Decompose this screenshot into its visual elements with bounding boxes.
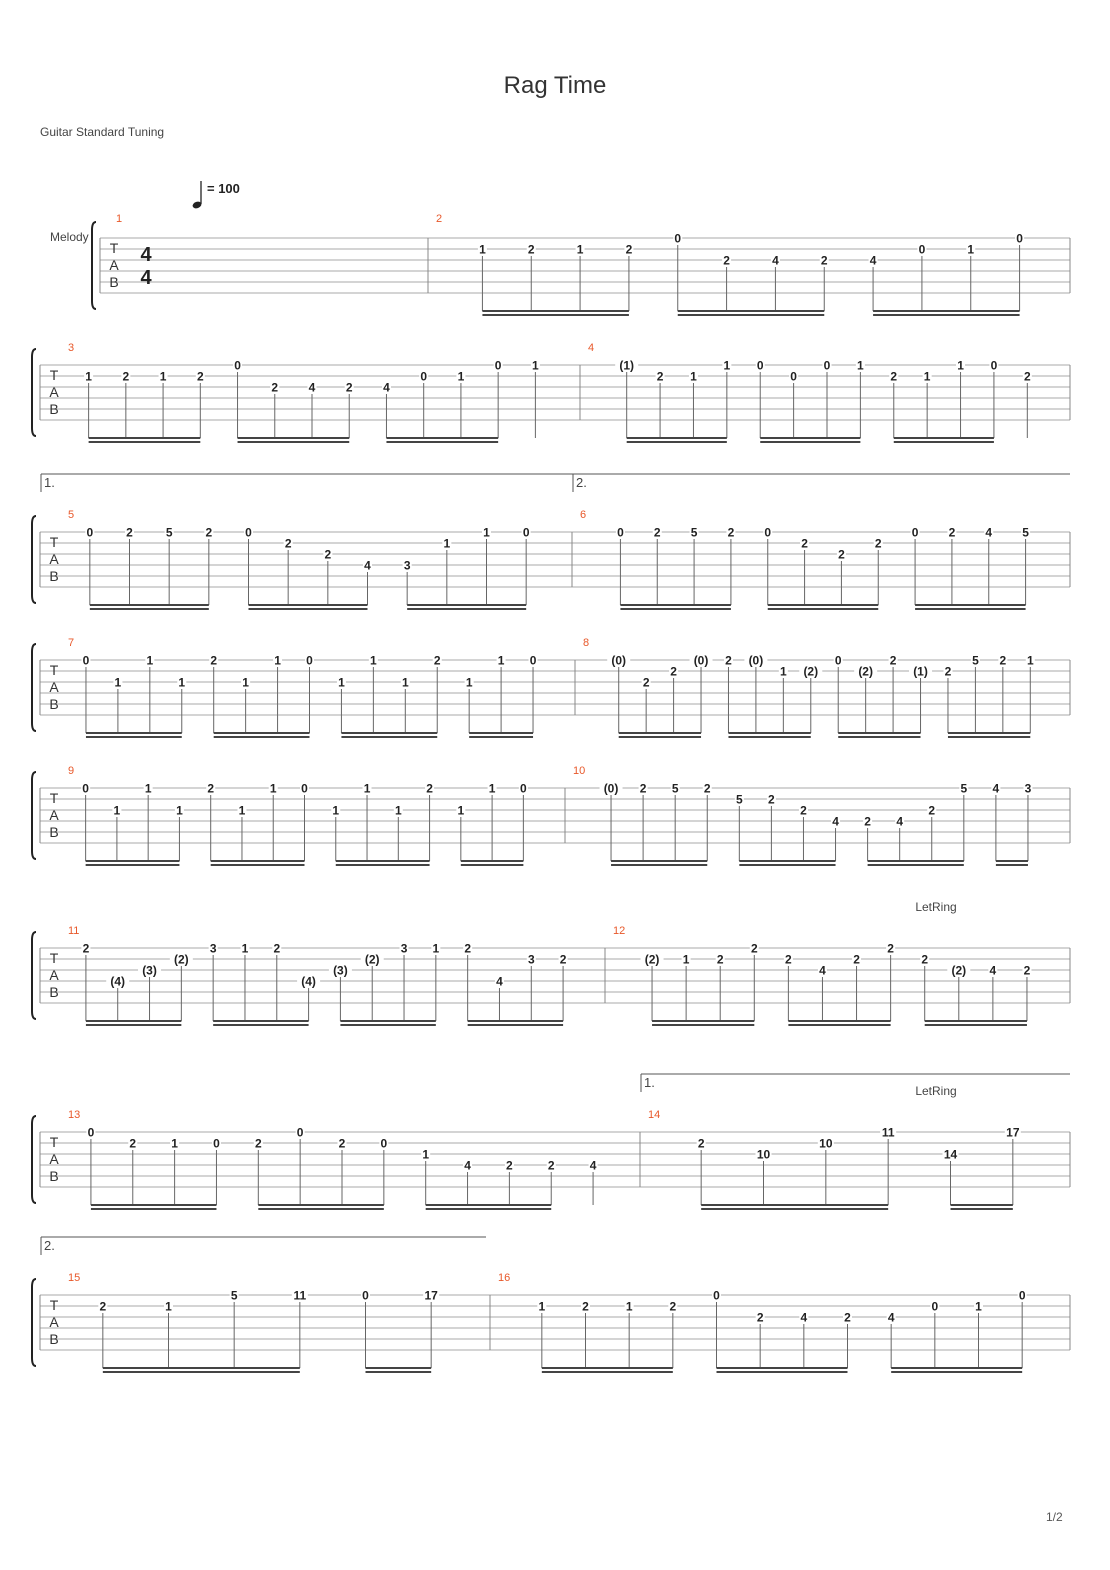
fret-number: 1 bbox=[146, 653, 154, 668]
fret-number: 1 bbox=[144, 781, 152, 796]
fret-number: 5 bbox=[972, 653, 979, 668]
fret-number: (0) bbox=[603, 781, 619, 796]
fret-number: 3 bbox=[1024, 781, 1032, 796]
tab-clef-a: A bbox=[49, 1151, 59, 1167]
fret-number: 1 bbox=[274, 653, 281, 668]
fret-number: 1 bbox=[625, 1299, 633, 1314]
fret-number: 5 bbox=[230, 1288, 238, 1303]
measure-number: 12 bbox=[613, 925, 626, 937]
fret-number: 2 bbox=[126, 525, 133, 540]
fret-number: 2 bbox=[853, 952, 860, 967]
fret-number: (0) bbox=[611, 653, 627, 668]
fret-number: 4 bbox=[383, 380, 390, 395]
measure-number: 10 bbox=[573, 765, 586, 777]
measure-number: 11 bbox=[68, 925, 80, 937]
fret-number: 11 bbox=[881, 1125, 895, 1140]
fret-number: 2 bbox=[527, 242, 535, 257]
fret-number: 1 bbox=[975, 1299, 982, 1314]
fret-number: 2 bbox=[273, 941, 281, 956]
fret-number: 4 bbox=[992, 781, 1000, 796]
fret-number: 14 bbox=[943, 1147, 958, 1162]
fret-number: 2 bbox=[750, 941, 758, 956]
fret-number: 4 bbox=[985, 525, 993, 540]
fret-number: (2) bbox=[174, 952, 189, 967]
fret-number: 5 bbox=[1022, 525, 1029, 540]
tempo-marking: = 100 bbox=[207, 181, 240, 196]
fret-number: 0 bbox=[617, 525, 624, 540]
fret-number: 5 bbox=[690, 525, 698, 540]
fret-number: 2 bbox=[205, 525, 213, 540]
fret-number: (2) bbox=[644, 952, 660, 967]
fret-number: 2 bbox=[697, 1136, 705, 1151]
fret-number: 4 bbox=[832, 814, 839, 829]
tab-clef-b: B bbox=[109, 274, 119, 290]
fret-number: 17 bbox=[1006, 1125, 1020, 1140]
fret-number: 2 bbox=[122, 369, 130, 384]
fret-number: 2 bbox=[768, 792, 775, 807]
tab-clef-b: B bbox=[49, 984, 59, 1000]
fret-number: 2 bbox=[669, 1299, 677, 1314]
fret-number: 2 bbox=[703, 781, 711, 796]
fret-number: 1 bbox=[457, 803, 465, 818]
fret-number: 4 bbox=[887, 1310, 895, 1325]
tab-clef-t: T bbox=[49, 1134, 59, 1150]
fret-number: 2 bbox=[801, 536, 808, 551]
fret-number: 2 bbox=[670, 664, 677, 679]
fret-number: 3 bbox=[527, 952, 535, 967]
fret-number: 1 bbox=[457, 369, 465, 384]
fret-number: 2 bbox=[887, 941, 894, 956]
fret-number: (0) bbox=[693, 653, 709, 668]
measure-number: 8 bbox=[583, 637, 590, 649]
fret-number: 1 bbox=[723, 358, 731, 373]
fret-number: 5 bbox=[165, 525, 173, 540]
fret-number: 4 bbox=[819, 963, 826, 978]
fret-number: 17 bbox=[424, 1288, 438, 1303]
fret-number: 1 bbox=[538, 1299, 546, 1314]
measure-number: 14 bbox=[648, 1109, 661, 1121]
fret-number: 3 bbox=[400, 941, 408, 956]
tab-clef-b: B bbox=[49, 824, 59, 840]
fret-number: 5 bbox=[735, 792, 743, 807]
tab-clef-t: T bbox=[49, 1297, 59, 1313]
fret-number: 2 bbox=[653, 525, 661, 540]
fret-number: 2 bbox=[928, 803, 936, 818]
tab-clef-b: B bbox=[49, 1331, 59, 1347]
fret-number: 2 bbox=[99, 1299, 107, 1314]
system-brace bbox=[32, 932, 36, 1019]
fret-number: 1 bbox=[159, 369, 167, 384]
measure-number: 3 bbox=[68, 342, 75, 354]
fret-number: 2 bbox=[464, 941, 471, 956]
fret-number: 1 bbox=[401, 675, 409, 690]
fret-number: 2 bbox=[656, 369, 664, 384]
fret-number: 0 bbox=[82, 653, 90, 668]
measure-number: 15 bbox=[68, 1272, 81, 1284]
system-brace bbox=[32, 516, 36, 603]
fret-number: 1 bbox=[114, 675, 122, 690]
fret-number: 1 bbox=[165, 1299, 172, 1314]
fret-number: 0 bbox=[362, 1288, 369, 1303]
fret-number: 2 bbox=[196, 369, 204, 384]
fret-number: 0 bbox=[713, 1288, 720, 1303]
fret-number: 1 bbox=[690, 369, 697, 384]
tab-clef-t: T bbox=[49, 790, 59, 806]
fret-number: 1 bbox=[363, 781, 371, 796]
fret-number: 2 bbox=[582, 1299, 589, 1314]
fret-number: 0 bbox=[245, 525, 252, 540]
fret-number: 1 bbox=[171, 1136, 178, 1151]
tab-clef-b: B bbox=[49, 696, 59, 712]
fret-number: 1 bbox=[370, 653, 377, 668]
fret-number: 4 bbox=[800, 1310, 808, 1325]
fret-number: (2) bbox=[858, 664, 873, 679]
fret-number: 1 bbox=[857, 358, 864, 373]
fret-number: 1 bbox=[241, 941, 249, 956]
fret-number: 11 bbox=[293, 1288, 307, 1303]
fret-number: 2 bbox=[345, 380, 353, 395]
measure-number: 1 bbox=[116, 213, 123, 225]
fret-number: 5 bbox=[671, 781, 679, 796]
fret-number: 1 bbox=[479, 242, 486, 257]
fret-number: 4 bbox=[308, 380, 316, 395]
fret-number: 2 bbox=[506, 1158, 513, 1173]
tab-clef-t: T bbox=[109, 240, 119, 256]
fret-number: (2) bbox=[803, 664, 819, 679]
volta-label: 1. bbox=[44, 475, 55, 490]
tab-clef-a: A bbox=[49, 551, 59, 567]
fret-number: 1 bbox=[1026, 653, 1034, 668]
fret-number: 1 bbox=[394, 803, 402, 818]
fret-number: 2 bbox=[642, 675, 650, 690]
fret-number: 2 bbox=[559, 952, 567, 967]
fret-number: (2) bbox=[364, 952, 380, 967]
measure-number: 4 bbox=[588, 342, 595, 354]
volta-label: 2. bbox=[44, 1238, 55, 1253]
fret-number: 0 bbox=[87, 1125, 95, 1140]
song-title: Rag Time bbox=[503, 72, 607, 99]
fret-number: 2 bbox=[426, 781, 433, 796]
fret-number: 1 bbox=[422, 1147, 430, 1162]
fret-number: 0 bbox=[918, 242, 926, 257]
fret-number: 0 bbox=[301, 781, 308, 796]
fret-number: 1 bbox=[178, 675, 186, 690]
fret-number: 1 bbox=[113, 803, 121, 818]
fret-number: 0 bbox=[82, 781, 89, 796]
system-brace bbox=[32, 772, 36, 859]
fret-number: 5 bbox=[960, 781, 968, 796]
fret-number: 10 bbox=[756, 1147, 771, 1162]
fret-number: 0 bbox=[522, 525, 530, 540]
tab-clef-a: A bbox=[49, 967, 59, 983]
tab-clef-a: A bbox=[109, 257, 119, 273]
fret-number: 2 bbox=[785, 952, 792, 967]
measure-number: 9 bbox=[68, 765, 75, 777]
measure-number: 5 bbox=[68, 509, 75, 521]
fret-number: 1 bbox=[488, 781, 496, 796]
fret-number: 2 bbox=[210, 653, 218, 668]
tab-clef-t: T bbox=[49, 367, 59, 383]
let-ring-label: LetRing bbox=[915, 1084, 957, 1098]
fret-number: 2 bbox=[1023, 369, 1031, 384]
fret-number: 0 bbox=[790, 369, 797, 384]
measure-number: 6 bbox=[580, 509, 587, 521]
fret-number: 4 bbox=[496, 974, 503, 989]
fret-number: 2 bbox=[889, 653, 897, 668]
fret-number: 0 bbox=[834, 653, 842, 668]
fret-number: 2 bbox=[639, 781, 647, 796]
fret-number: 1 bbox=[465, 675, 473, 690]
system-brace bbox=[32, 349, 36, 436]
fret-number: 2 bbox=[838, 547, 845, 562]
measure-number: 7 bbox=[68, 637, 75, 649]
fret-number: 2 bbox=[921, 952, 929, 967]
fret-number: 2 bbox=[727, 525, 735, 540]
fret-number: 0 bbox=[306, 653, 313, 668]
fret-number: 2 bbox=[207, 781, 215, 796]
fret-number: 2 bbox=[284, 536, 292, 551]
tuning-label: Guitar Standard Tuning bbox=[40, 125, 165, 139]
fret-number: 1 bbox=[780, 664, 787, 679]
tab-clef-b: B bbox=[49, 1168, 59, 1184]
fret-number: 4 bbox=[772, 253, 779, 268]
fret-number: (1) bbox=[913, 664, 928, 679]
measure-number: 13 bbox=[68, 1109, 81, 1121]
fret-number: 1 bbox=[483, 525, 490, 540]
fret-number: 3 bbox=[403, 558, 411, 573]
fret-number: 0 bbox=[234, 358, 241, 373]
tab-clef-a: A bbox=[49, 807, 59, 823]
fret-number: 4 bbox=[464, 1158, 471, 1173]
fret-number: 2 bbox=[948, 525, 956, 540]
fret-number: 0 bbox=[911, 525, 919, 540]
fret-number: 1 bbox=[176, 803, 183, 818]
fret-number: 2 bbox=[324, 547, 332, 562]
fret-number: 0 bbox=[420, 369, 428, 384]
fret-number: 4 bbox=[896, 814, 904, 829]
tab-clef-b: B bbox=[49, 401, 59, 417]
volta-label: 1. bbox=[644, 1075, 655, 1090]
fret-number: 0 bbox=[213, 1136, 220, 1151]
fret-number: 1 bbox=[338, 675, 345, 690]
fret-number: 0 bbox=[764, 525, 772, 540]
fret-number: 1 bbox=[238, 803, 246, 818]
fret-number: (2) bbox=[951, 963, 967, 978]
fret-number: 2 bbox=[254, 1136, 262, 1151]
fret-number: 0 bbox=[756, 358, 764, 373]
fret-number: 1 bbox=[967, 242, 975, 257]
fret-number: 2 bbox=[725, 653, 732, 668]
track-name: Melody bbox=[50, 230, 89, 244]
time-signature-bottom: 4 bbox=[140, 267, 152, 289]
system-brace bbox=[92, 222, 96, 309]
fret-number: 1 bbox=[443, 536, 451, 551]
fret-number: 2 bbox=[625, 242, 633, 257]
tab-clef-b: B bbox=[49, 568, 59, 584]
fret-number: 1 bbox=[432, 941, 440, 956]
fret-number: 2 bbox=[844, 1310, 851, 1325]
system-brace bbox=[32, 644, 36, 731]
page-number: 1/2 bbox=[1046, 1510, 1063, 1524]
fret-number: 2 bbox=[864, 814, 871, 829]
time-signature-top: 4 bbox=[140, 244, 152, 266]
fret-number: 0 bbox=[296, 1125, 304, 1140]
fret-number: 2 bbox=[271, 380, 279, 395]
let-ring-label: LetRing bbox=[915, 900, 957, 914]
fret-number: 4 bbox=[589, 1158, 597, 1173]
measure-number: 16 bbox=[498, 1272, 511, 1284]
fret-number: 2 bbox=[944, 664, 952, 679]
fret-number: 2 bbox=[716, 952, 724, 967]
fret-number: 2 bbox=[82, 941, 90, 956]
fret-number: 2 bbox=[820, 253, 828, 268]
fret-number: 2 bbox=[433, 653, 441, 668]
volta-label: 2. bbox=[576, 475, 587, 490]
fret-number: 3 bbox=[209, 941, 217, 956]
fret-number: (1) bbox=[619, 358, 635, 373]
tab-clef-a: A bbox=[49, 384, 59, 400]
tab-clef-t: T bbox=[49, 950, 59, 966]
tab-clef-t: T bbox=[49, 534, 59, 550]
fret-number: 0 bbox=[520, 781, 527, 796]
fret-number: (4) bbox=[110, 974, 126, 989]
fret-number: 2 bbox=[999, 653, 1007, 668]
fret-number: (3) bbox=[142, 963, 157, 978]
fret-number: (3) bbox=[333, 963, 348, 978]
fret-number: 2 bbox=[338, 1136, 346, 1151]
fret-number: 1 bbox=[957, 358, 964, 373]
fret-number: 0 bbox=[674, 231, 682, 246]
fret-number: 2 bbox=[723, 253, 730, 268]
fret-number: 0 bbox=[931, 1299, 939, 1314]
fret-number: 2 bbox=[547, 1158, 555, 1173]
fret-number: 1 bbox=[576, 242, 584, 257]
fret-number: 4 bbox=[869, 253, 877, 268]
fret-number: 2 bbox=[1023, 963, 1031, 978]
fret-number: 1 bbox=[332, 803, 340, 818]
fret-number: 10 bbox=[819, 1136, 833, 1151]
fret-number: 0 bbox=[494, 358, 502, 373]
measure-number: 2 bbox=[436, 213, 443, 225]
fret-number: 2 bbox=[129, 1136, 137, 1151]
fret-number: 4 bbox=[989, 963, 997, 978]
fret-number: 2 bbox=[756, 1310, 764, 1325]
fret-number: 2 bbox=[874, 536, 882, 551]
fret-number: 0 bbox=[86, 525, 94, 540]
fret-number: 0 bbox=[990, 358, 998, 373]
fret-number: 2 bbox=[890, 369, 898, 384]
fret-number: (0) bbox=[748, 653, 764, 668]
fret-number: 1 bbox=[269, 781, 277, 796]
fret-number: (4) bbox=[301, 974, 316, 989]
system-brace bbox=[32, 1279, 36, 1366]
fret-number: 1 bbox=[532, 358, 539, 373]
tab-clef-a: A bbox=[49, 679, 59, 695]
tab-clef-t: T bbox=[49, 662, 59, 678]
fret-number: 1 bbox=[682, 952, 690, 967]
fret-number: 0 bbox=[1016, 231, 1023, 246]
fret-number: 0 bbox=[380, 1136, 388, 1151]
system-brace bbox=[32, 1116, 36, 1203]
fret-number: 0 bbox=[529, 653, 537, 668]
fret-number: 1 bbox=[923, 369, 931, 384]
fret-number: 1 bbox=[242, 675, 249, 690]
fret-number: 1 bbox=[85, 369, 92, 384]
tab-clef-a: A bbox=[49, 1314, 59, 1330]
fret-number: 0 bbox=[1018, 1288, 1026, 1303]
fret-number: 2 bbox=[800, 803, 807, 818]
fret-number: 1 bbox=[497, 653, 505, 668]
fret-number: 0 bbox=[823, 358, 831, 373]
fret-number: 4 bbox=[364, 558, 371, 573]
